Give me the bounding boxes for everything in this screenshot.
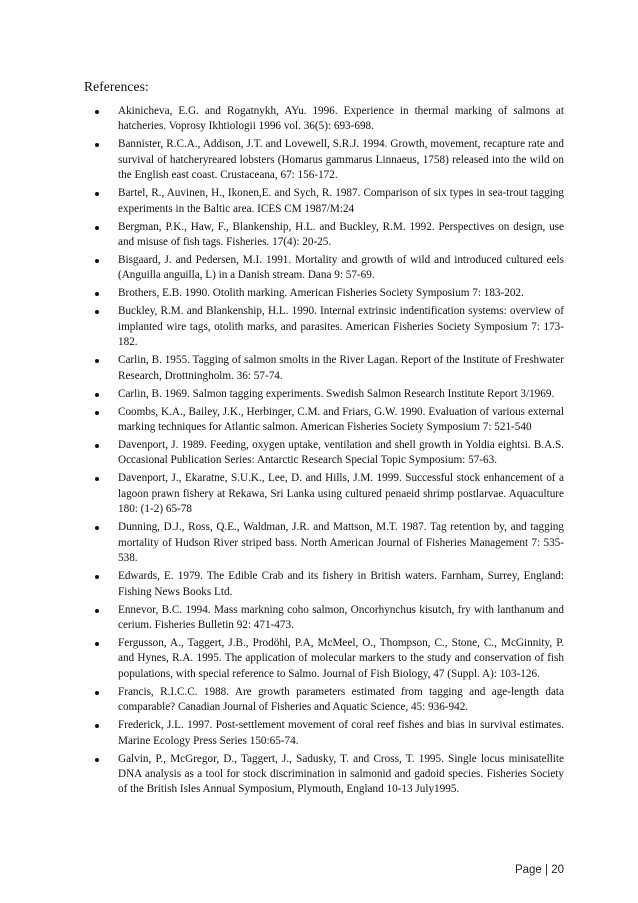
reference-text: Bannister, R.C.A., Addison, J.T. and Lovewell, S.R.J. 1994. Growth, movement, recapture rate and survival of hatcheryreared lobsters (Homarus gammarus Linnaeus, 1758) released into the wild on the English east coast. Crustaceana, 67: 156-172.: [118, 138, 564, 182]
reference-item: [88, 104, 564, 135]
reference-item: [88, 603, 564, 634]
bullet-icon: [95, 143, 99, 147]
reference-item: [88, 520, 564, 566]
bullet-icon: [95, 691, 99, 695]
page-number: Page | 20: [514, 864, 564, 876]
reference-item: [88, 387, 564, 402]
reference-item: [88, 253, 564, 284]
reference-text: Bergman, P.K., Haw, F., Blankenship, H.L. and Buckley, R.M. 1992. Perspectives on design, use and misuse of fish tags. Fisheries. 17(4): 20-25.: [118, 220, 564, 249]
reference-list: [88, 104, 564, 800]
reference-text: Buckley, R.M. and Blankenship, H.L. 1990. Internal extrinsic indentification systems: overview of implanted wire tags, otolith marks, and parasites. American Fisheries Society Symposium 7: 173-182.: [118, 305, 564, 349]
bullet-icon: [95, 226, 99, 230]
reference-text: Davenport, J. 1989. Feeding, oxygen uptake, ventilation and shell growth in Yoldia eightsi. B.A.S. Occasional Publication Series: Antarctic Research Special Topic Symposium: 57-63.: [118, 439, 564, 467]
reference-text: Edwards, E. 1979. The Edible Crab and its fishery in British waters. Farnham, Surrey, England: Fishing News Books Ltd.: [118, 570, 564, 598]
reference-item: [88, 220, 564, 251]
bullet-icon: [95, 192, 99, 196]
reference-item: [88, 186, 564, 217]
bullet-icon: [95, 575, 99, 579]
bullet-icon: [95, 758, 99, 762]
reference-text: Carlin, B. 1955. Tagging of salmon smolts in the River Lagan. Report of the Institute of Freshwater Research, Drottningholm. 36: 57-74.: [118, 354, 564, 382]
reference-text: Frederick, J.L. 1997. Post-settlement movement of coral reef fishes and bias in survival estimates. Marine Ecology Press Series 150:65-74.: [118, 719, 564, 747]
reference-text: Brothers, E.B. 1990. Otolith marking. American Fisheries Society Symposium 7: 183-202.: [118, 287, 524, 300]
bullet-icon: [95, 411, 99, 415]
reference-text: Ennevor, B.C. 1994. Mass markning coho salmon, Oncorhynchus kisutch, fry with lanthanum and cerium. Fisheries Bulletin 92: 471-473.: [118, 603, 564, 631]
reference-text: Galvin, P., McGregor, D., Taggert, J., Sadusky, T. and Cross, T. 1995. Single locus minisatellite DNA analysis as a tool for stock discrimination in salmonid and gadoid species. Fisheries Society of the British Isles Annual Symposium, Plymouth, England 10-13 July1995.: [118, 752, 564, 796]
reference-text: Coombs, K.A., Bailey, J.K., Herbinger, C.M. and Friars, G.W. 1990. Evaluation of various external marking techniques for Atlantic salmon. American Fisheries Society Symposium 7: 521-540: [118, 405, 564, 434]
reference-text: Davenport, J., Ekaratne, S.U.K., Lee, D. and Hills, J.M. 1999. Successful stock enhancement of a lagoon prawn fishery at Rekawa, Sri Lanka using cultured penaeid shrimp postlarvae. Aquaculture 180: (1-2) 65-78: [118, 472, 564, 516]
bullet-icon: [95, 359, 99, 363]
reference-text: Dunning, D.J., Ross, Q.E., Waldman, J.R. and Mattson, M.T. 1987. Tag retention by, and tagging mortality of Hudson River striped bass. North American Journal of Fisheries Management 7: 535-538.: [118, 521, 564, 565]
reference-item: [88, 636, 564, 682]
reference-text: Fergusson, A., Taggert, J.B., Prodöhl, P.A, McMeel, O., Thompson, C., Stone, C., McGinnity, P. and Hynes, R.A. 1995. The application of molecular markers to the study and conservation of fish populations, with special reference to Salmo. Journal of Fish Biology, 47 (Suppl. A): 103-126.: [118, 636, 564, 680]
bullet-icon: [95, 310, 99, 314]
reference-text: Bisgaard, J. and Pedersen, M.I. 1991. Mortality and growth of wild and introduced cultured eels (Anguilla anguilla, L) in a Danish stream. Dana 9: 57-69.: [118, 254, 564, 282]
reference-item: [88, 471, 564, 517]
reference-item: [88, 752, 564, 798]
bullet-icon: [95, 444, 99, 448]
reference-item: [88, 569, 564, 600]
reference-text: Akinicheva, E.G. and Rogatnykh, AYu. 1996. Experience in thermal marking of salmons at hatcheries. Voprosy Ikhtiologii 1996 vol. 36(5): 693-698.: [118, 105, 564, 133]
reference-item: [88, 353, 564, 384]
bullet-icon: [95, 259, 99, 263]
bullet-icon: [95, 110, 99, 114]
bullet-icon: [95, 292, 99, 296]
bullet-icon: [95, 393, 99, 397]
reference-item: [88, 304, 564, 350]
bullet-icon: [95, 642, 99, 646]
reference-item: [88, 718, 564, 749]
bullet-icon: [95, 477, 99, 481]
reference-item: [88, 685, 564, 716]
reference-item: [88, 286, 564, 301]
reference-text: Bartel, R., Auvinen, H., Ikonen,E. and Sych, R. 1987. Comparison of six types in sea-trout tagging experiments in the Baltic area. ICES CM 1987/M:24: [118, 187, 564, 215]
bullet-icon: [95, 609, 99, 613]
bullet-icon: [95, 526, 99, 530]
reference-text: Francis, R.I.C.C. 1988. Are growth parameters estimated from tagging and age-length data comparable? Canadian Journal of Fisheries and Aquatic Science, 45: 936-942.: [118, 685, 564, 714]
bullet-icon: [95, 724, 99, 728]
reference-item: [88, 137, 564, 183]
reference-item: [88, 405, 564, 436]
reference-item: [88, 438, 564, 469]
reference-text: Carlin, B. 1969. Salmon tagging experiments. Swedish Salmon Research Institute Report 3/1969.: [118, 387, 555, 400]
references-heading: References:: [84, 79, 149, 94]
